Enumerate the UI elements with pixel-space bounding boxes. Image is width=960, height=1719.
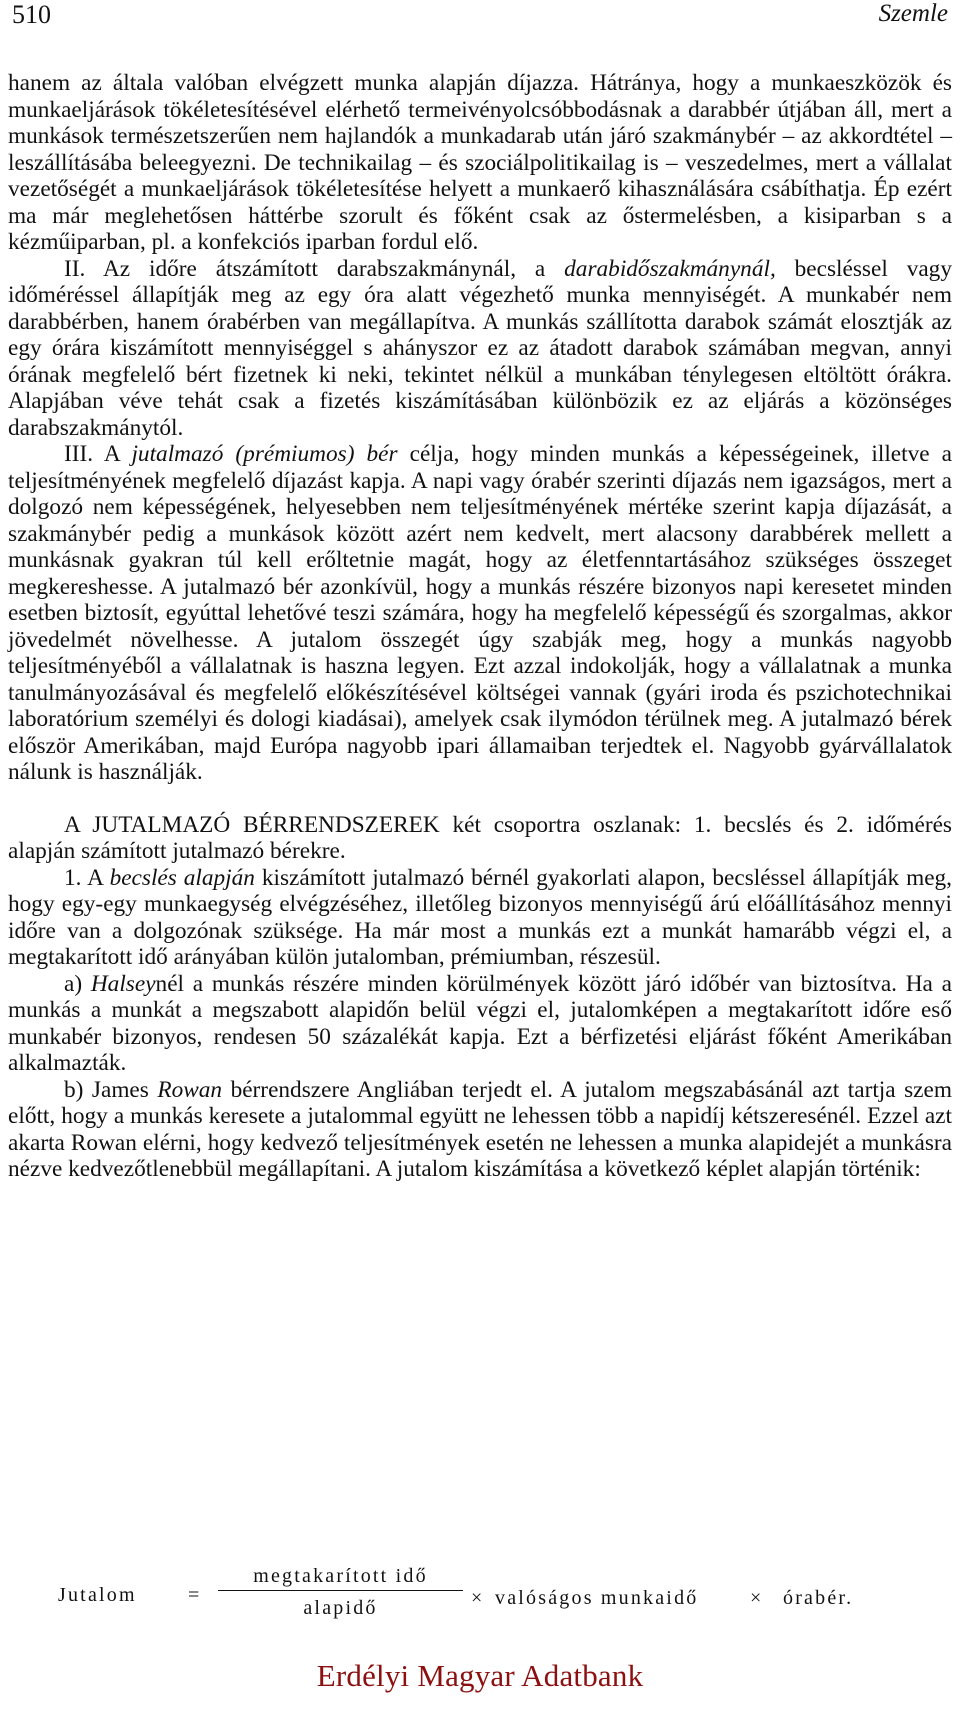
rowan-formula <box>58 1565 918 1629</box>
text-run: bérrendszere Angliában terjedt el. A jutalom megszabásánál azt tartja szem előtt, hogy a munkás keresete a jutalommal együtt ne lehessen több a napidíj kétszeresénél. Ezzel azt akarta Rowan elérni, hogy kedvező teljesítmények esetén ne lehessen a munka alapidejét a munkásra nézve kedvezőtlenebbül megállapítani. A jutalom kiszámítása a következő képlet alapján történik: <box>8 1076 952 1182</box>
text-run: kiszámított jutalmazó bérnél gyakorlati alapon, becsléssel állapítják meg, hogy egy-egy munkaegység elvégzéséhez, illetőleg bizonyos mennyiségű árú előállításához mennyi időre van a dolgozónak szüksége. Ha már most a munkás ezt a munkát hamarább végzi el, a megtakarított idő arányában külön jutalomban, prémiumban, részesül. <box>8 864 953 970</box>
page-header <box>12 0 948 30</box>
formula-equals: = <box>188 1584 202 1606</box>
italic-run: jutalmazó (prémiumos) bér <box>131 441 398 467</box>
paragraph-gap <box>8 786 952 812</box>
text-run: A JUTALMAZÓ BÉRRENDSZEREK két csoportra oszlanak: 1. becslés és 2. időmérés alapján számított jutalmazó bérekre. <box>8 811 952 864</box>
text-run: 1. A <box>64 864 110 891</box>
paragraph <box>8 865 952 971</box>
footer-watermark: Erdélyi Magyar Adatbank <box>316 1658 644 1693</box>
text-run: becsléssel vagy időméréssel állapítják meg az egy óra alatt végezhető munka mennyiségét. A munkabér nem darabbérben, hanem órabérben van megállapítva. A munkás szállította darabok számát elosztják az egy órára kiszámított mennyiséggel s ahányszor ez az átadott darabok számában megvan, annyi órának megfelelő bért fizetnek ki neki, tekintet nélkül a munkában ténylegesen eltöltött órákra. Alapjában véve tehát csak a fizetés kiszámításában különbözik ez az eljárás a közönséges darabszakmánytól. <box>8 255 952 441</box>
formula-numerator: megtakarított idő <box>218 1565 463 1591</box>
text-run: célja, hogy minden munkás a képességeinek, illetve a teljesítményének megfelelő díjazást kapja. A napi vagy órabér szerinti díjazás nem igazságos, mert a dolgozó nem képességének, helyesebben nem teljesítményének mértéke szerint kapja díjazását, a szakmánybér pedig a munkások között azért nem kedvelt, mert alacsony darabbérek mellett a munkásnak gyakran túl kell erőltetnie magát, hogy az életfenntartásához szükséges összeget megkereshesse. A jutalmazó bér azonkívül, hogy a munkás részére bizonyos napi keresetet minden esetben biztosít, egyúttal lehetővé teszi számára, hogy ha megfelelő képességű és szorgalmas, akkor jövedelmét növelhesse. A jutalom összegét úgy szabják meg, hogy a munkás nagyobb teljesítményéből a vállalatnak is haszna legyen. Ezt azzal indokolják, hogy a vállalatnak a munka tanulmányozásával és megfelelő előkészítésével költségei vannak (gyári iroda és pszichotechnikai laboratórium személyi és dologi kiadásai), amelyek csak ilymódon térülnek meg. A jutalmazó bérek először Amerikában, majd Európa nagyobb ipari államaiban terjedtek el. Nagyobb gyárvállalatok nálunk is használják. <box>8 441 952 785</box>
paragraph <box>8 256 952 442</box>
formula-lhs: Jutalom <box>58 1584 137 1606</box>
text-run: b) James <box>64 1076 158 1103</box>
formula-times-1: × <box>471 1587 485 1609</box>
text-run: nél a munkás részére minden körülmények között járó időbér van biztosítva. Ha a munkás a munkát a megszabott alapidőn belül végzi el, jutalomképen a megtakarított időre eső munkabér bizonyos, rendesen 50 százalékát kapja. Ezt a bérfizetési eljárást főként Amerikában alkalmazták. <box>8 970 952 1076</box>
formula-denominator: alapidő <box>303 1597 378 1619</box>
italic-run: Halsey <box>90 970 156 997</box>
italic-run: becslés alapján <box>109 864 255 891</box>
italic-run: darabidőszakmánynál, <box>564 255 776 282</box>
body-text <box>8 70 952 1183</box>
italic-run: Rowan <box>157 1076 223 1103</box>
text-run: II. Az időre átszámított darabszakmánynál, a <box>64 255 565 282</box>
formula-factor-2: órabér. <box>783 1587 854 1609</box>
paragraph <box>8 1077 952 1183</box>
paragraph <box>8 441 952 786</box>
paragraph <box>8 812 952 865</box>
running-head: Szemle <box>878 0 948 27</box>
text-run: III. A <box>64 441 132 467</box>
formula-times-2: × <box>750 1587 764 1609</box>
text-run: hanem az általa valóban elvégzett munka alapján díjazza. Hátránya, hogy a munkaeszközök és munkaeljárások tökéletesítésével elérhető termeivényolcsóbbodásnak a darabbér útjában áll, mert a munkások természetszerűen nem hajlandók a munkadarab után járó szakmánybér – az akkordtétel – leszállításába beleegyezni. De technikailag – és szociálpolitikailag is – veszedelmes, mert a vállalat vezetőségét a munkaeljárások tökéletesítése helyett a munkaerő kihasználására csábíthatja. Ép ezért ma már meglehetősen háttérbe szorult és főként csak az őstermelésben, a kisiparban s a kézműiparban, pl. a konfekciós iparban fordul elő. <box>8 70 952 255</box>
page-number: 510 <box>12 0 51 29</box>
text-run: a) <box>64 970 91 997</box>
formula-fraction <box>218 1565 463 1620</box>
formula-factor-1: valóságos munkaidő <box>495 1587 699 1609</box>
paragraph <box>8 70 952 256</box>
paragraph <box>8 971 952 1077</box>
